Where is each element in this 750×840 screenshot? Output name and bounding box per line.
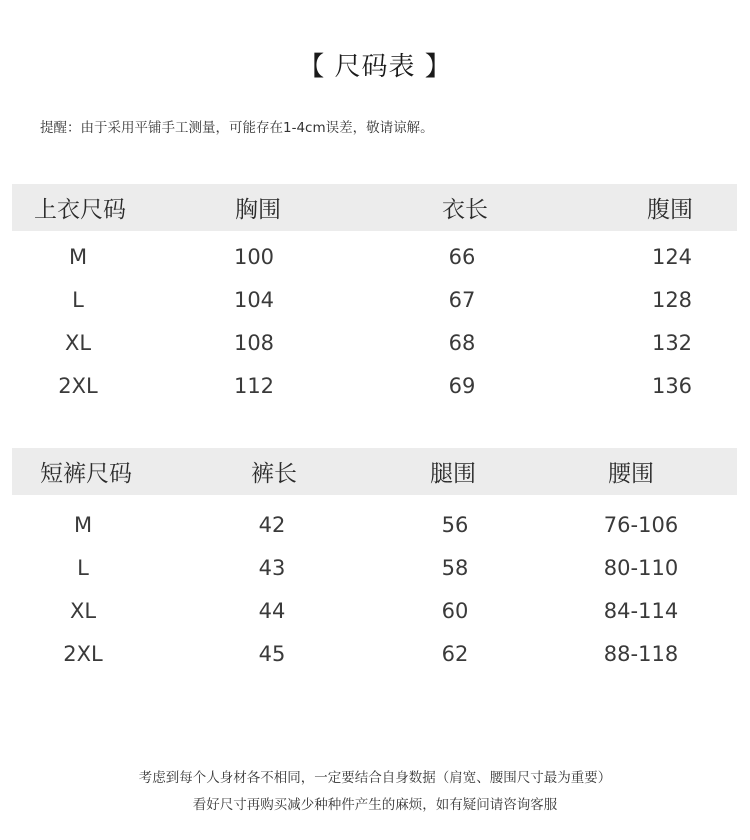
table-cell: 112 xyxy=(233,373,275,398)
table-header xyxy=(12,448,737,495)
table-header xyxy=(12,184,737,231)
table-cell: 67 xyxy=(448,287,476,312)
header-cell: 短裤尺码 xyxy=(40,461,132,487)
table-cell: 88-118 xyxy=(603,641,679,666)
header-cell: 上衣尺码 xyxy=(34,197,126,223)
table-row xyxy=(12,589,737,632)
table-row xyxy=(12,278,737,321)
table-cell: XL xyxy=(64,330,92,355)
table-cell: 100 xyxy=(233,244,275,269)
table-cell: L xyxy=(72,287,84,312)
table-cell: 132 xyxy=(651,330,693,355)
table-cell: 60 xyxy=(441,598,469,623)
table-cell: 43 xyxy=(258,555,286,580)
footer-note: 看好尺寸再购买减少种种件产生的麻烦，如有疑问请咨询客服 xyxy=(192,797,558,813)
header-cell: 腰围 xyxy=(608,461,654,487)
header-cell: 胸围 xyxy=(235,197,281,223)
table-row xyxy=(12,546,737,589)
table-cell: 104 xyxy=(233,287,275,312)
table-cell: 69 xyxy=(448,373,476,398)
table-row xyxy=(12,632,737,675)
table-row xyxy=(12,235,737,278)
footer-note: 考虑到每个人身材各不相同，一定要结合自身数据（肩宽、腰围尺寸最为重要） xyxy=(138,770,612,786)
table-cell: 136 xyxy=(651,373,693,398)
table-cell: 76-106 xyxy=(603,512,679,537)
table-cell: 84-114 xyxy=(603,598,679,623)
table-row xyxy=(12,364,737,407)
table-cell: M xyxy=(68,244,88,269)
measurement-tip: 提醒：由于采用平铺手工测量，可能存在1-4cm误差，敬请谅解。 xyxy=(40,120,434,136)
table-cell: 108 xyxy=(233,330,275,355)
shorts-size-table xyxy=(12,448,737,675)
table-cell: 56 xyxy=(441,512,469,537)
header-cell: 腹围 xyxy=(647,197,693,223)
table-cell: 58 xyxy=(441,555,469,580)
page-title: 【 尺码表 】 xyxy=(298,52,452,82)
header-cell: 裤长 xyxy=(251,461,297,487)
table-cell: 62 xyxy=(441,641,469,666)
table-cell: 124 xyxy=(651,244,693,269)
table-cell: 45 xyxy=(258,641,286,666)
table-cell: 44 xyxy=(258,598,286,623)
table-cell: 2XL xyxy=(58,373,98,398)
table-cell: M xyxy=(73,512,93,537)
header-cell: 腿围 xyxy=(430,461,476,487)
header-cell: 衣长 xyxy=(442,197,488,223)
table-cell: XL xyxy=(69,598,97,623)
table-row xyxy=(12,321,737,364)
table-cell: 128 xyxy=(651,287,693,312)
table-cell: L xyxy=(77,555,89,580)
top-size-table xyxy=(12,184,737,407)
table-cell: 68 xyxy=(448,330,476,355)
table-cell: 2XL xyxy=(63,641,103,666)
table-cell: 80-110 xyxy=(603,555,679,580)
table-cell: 66 xyxy=(448,244,476,269)
table-cell: 42 xyxy=(258,512,286,537)
table-row xyxy=(12,503,737,546)
